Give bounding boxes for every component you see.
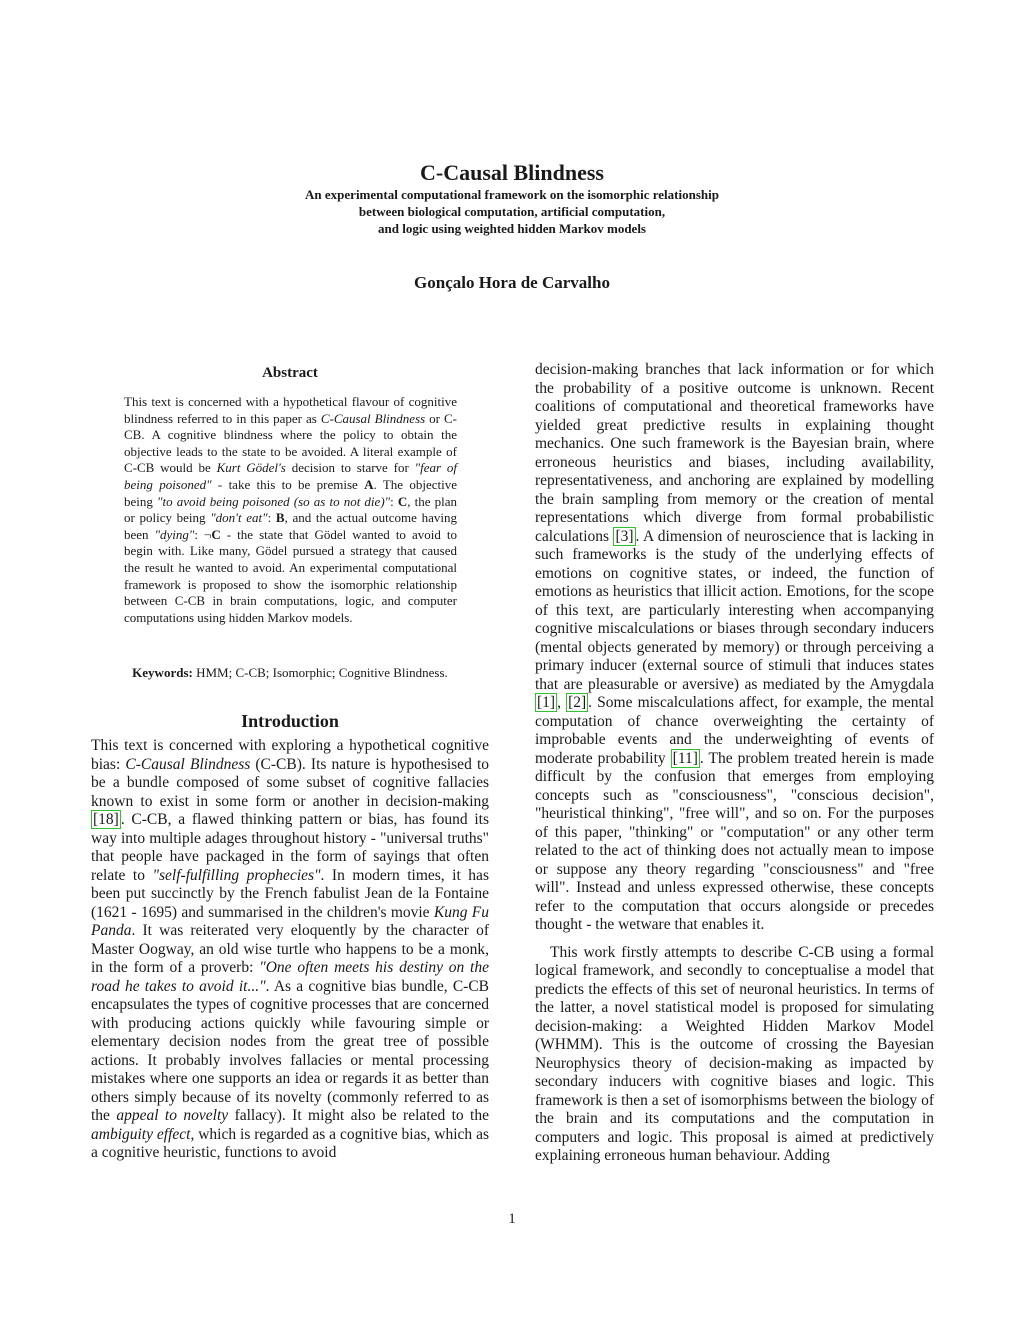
right-column-text [535, 361, 934, 1166]
paragraph: This work firstly attempts to describe C-CB using a formal logical framework, and secondly to conceptualise a model that predicts the effects of this set of neuronal heuristics. In terms of the latter, a novel statistical model is proposed for simulating decision-making: a Weighted Hidden Markov Model (WHMM). This is the outcome of crossing the Bayesian Neurophysics theory of decision-making as impacted by secondary inducers with cognitive biases and logic. This framework is then a set of isomorphisms between the biology of the brain and its computations and the computation in computers and logic. This proposal is aimed at predictively explaining erroneous human behaviour. Adding [535, 943, 934, 1164]
abstract-text: This text is concerned with a hypothetical flavour of cognitive blindness referred to in this paper as C-Causal Blindness or C-CB. A cognitive blindness where the policy to obtain the objective leads to the state to be avoided. A literal example of C-CB would be Kurt Gödel's decision to starve for "fear of being poisoned" - take this to be premise A. The objective being "to avoid being poisoned (so as to not die)": C, the plan or policy being "don't eat": B, and the actual outcome having been "dying": ¬C - the state that Gödel wanted to avoid to begin with. Like many, Gödel pursued a strategy that caused the result he wanted to avoid. An experimental computational framework is proposed to show the isomorphic relationship between C-CB in brain computations, logic, and computer computations using hidden Markov models. [124, 394, 457, 625]
citation-link[interactable]: [3] [615, 527, 634, 545]
page-number: 1 [508, 1211, 516, 1227]
paper-subtitle [0, 186, 1024, 237]
keywords-label: Keywords: [132, 665, 193, 680]
citation-link[interactable]: [11] [672, 749, 698, 767]
citation-link[interactable]: [18] [93, 811, 119, 828]
paragraph: This text is concerned with exploring a hypothetical cognitive bias: C-Causal Blindness (C-CB). Its nature is hypothesised to be a bundle composed of some subset of cognitive fallacies known to exist in some form or another in decision-making [18] . C-CB, a flawed thinking pattern or bias, has found its way into multiple adages throughout history - "universal truths" that people have packaged in the form of sayings that often relate to "self-fulfilling prophecies". In modern times, it has been put succinctly by the French fabulist Jean de la Fontaine (1621 - 1695) and summarised in the children's movie Kung Fu Panda. It was reiterated very eloquently by the character of Master Oogway, an old wise turtle who happens to be a monk, in the form of a proverb: "One often meets his destiny on the road he takes to avoid it...". As a cognitive bias bundle, C-CB encapsulates the types of cognitive processes that are concerned with producing actions quickly while favouring simple or elementary decision nodes from the great tree of possible actions. It probably involves fallacies or mental processing mistakes where one supports an idea or regards it as better than others simply because of its novelty (commonly referred to as the appeal to novelty fallacy). It might also be related to the ambiguity effect, which is regarded as a cognitive bias, which as a cognitive heuristic, functions to avoid [91, 737, 490, 1161]
citation-link[interactable]: [2] [568, 694, 587, 711]
keywords-line [91, 664, 489, 681]
subtitle-line: An experimental computational framework on the isomorphic relationship [305, 187, 719, 202]
author-name: Gonçalo Hora de Carvalho [414, 273, 610, 292]
subtitle-line: and logic using weighted hidden Markov models [378, 221, 646, 236]
introduction-text [91, 737, 489, 1163]
subtitle-line: between biological computation, artificial computation, [358, 204, 666, 219]
keywords-text: HMM; C-CB; Isomorphic; Cognitive Blindness. [192, 665, 448, 680]
citation-link[interactable]: [1] [537, 694, 556, 711]
introduction-heading: Introduction [241, 711, 339, 731]
paper-title: C-Causal Blindness [419, 160, 604, 185]
paragraph: decision-making branches that lack information or for which the probability of a positive outcome is unknown. Recent coalitions of computational and theoretical frameworks have yielded great predictive results in explaining thought mechanics. One such framework is the Bayesian brain, where erroneous heuristics and biases, including availability, representativeness, and anchoring are explained by modelling the brain sampling from memory or the creation of mental representations which diverge from formal probabilistic calculations [3] . A dimension of neuroscience that is lacking in such frameworks is the study of the underlying effects of emotions on cognitive states, or indeed, the function of emotions as heuristics that illicit action. Emotions, for the scope of this text, are particularly interesting when accompanying cognitive miscalculations or biases through secondary inducers (mental objects generated by memory) or through perceiving a primary inducer (external source of stimuli that induces states that are pleasurable or aversive) as mediated by the Amygdala [1] , [2] . Some miscalculations affect, for example, the mental computation of chance overweighting the certainty of improbable events and the underweighting of events of moderate probability [11] . The problem treated herein is made difficult by the confusion that emerges from employing concepts such as "consciousness", "conscious decision", "heuristical thinking", "free will", and so on. For the purposes of this paper, "thinking" or "computation" or any other term related to the act of thinking does not actually mean to impose or suppose any theory regarding "consciousness" and "free will". Instead and unless expressed otherwise, these concepts refer to the computation that occurs alongside or precedes thought - the wetware that enables it. [535, 361, 935, 933]
abstract-heading: Abstract [262, 365, 318, 381]
